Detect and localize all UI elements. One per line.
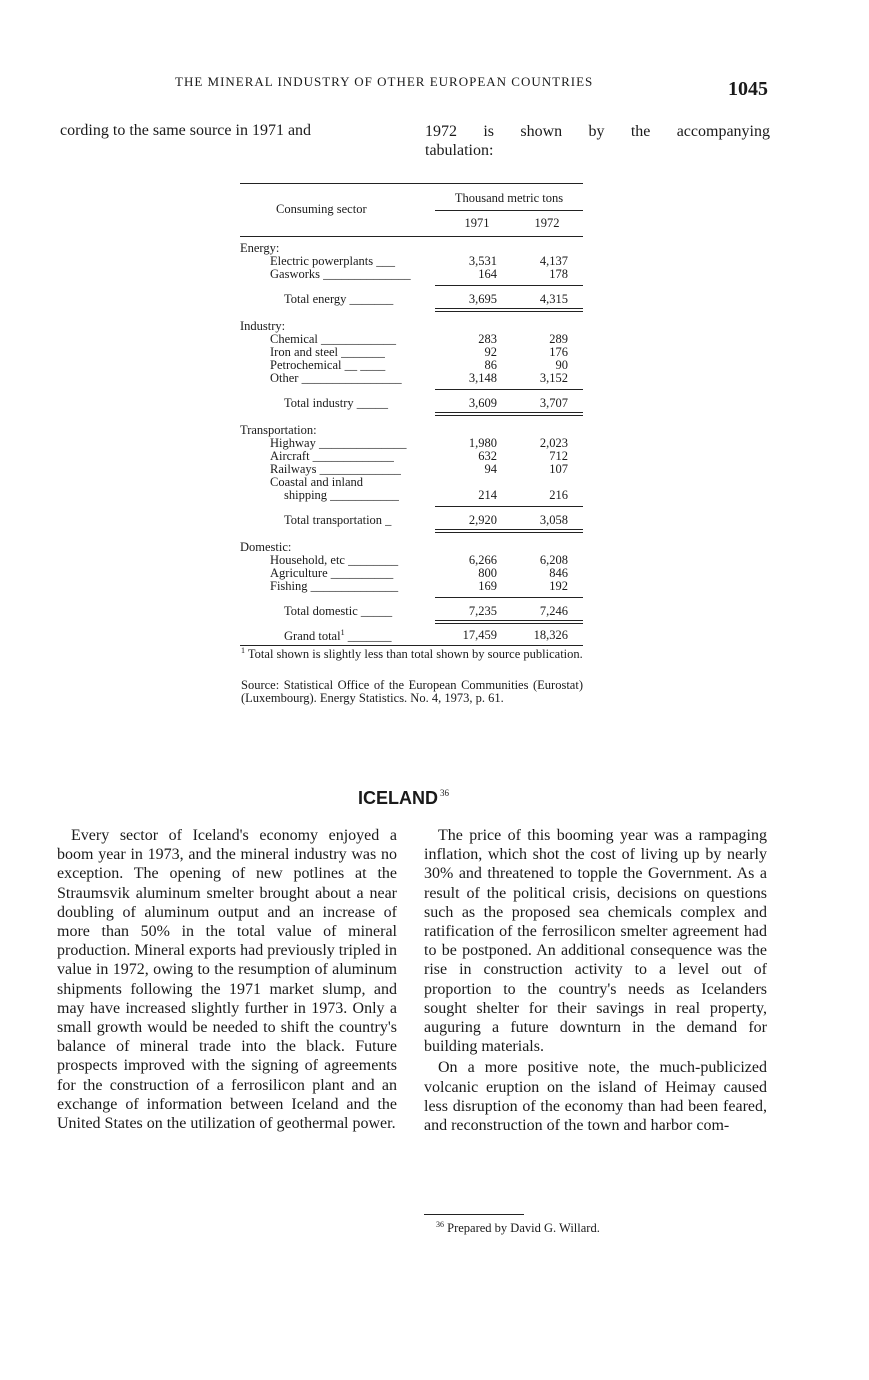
row-label: Fishing ______________	[270, 579, 399, 593]
cell-1972: 7,246	[539, 604, 568, 618]
cell-1971: 94	[484, 462, 497, 476]
page-number: 1045	[728, 78, 768, 100]
group-heading: Transportation:	[240, 423, 317, 437]
cell-1971: 632	[478, 449, 497, 463]
cell-1972: 289	[549, 332, 568, 346]
cell-1972: 2,023	[539, 436, 568, 450]
group-heading: Industry:	[240, 319, 286, 333]
row-label: Petrochemical __ ____	[270, 358, 386, 372]
table-row	[240, 489, 583, 502]
row-label: Coastal and inland	[270, 475, 364, 489]
cell-1971: 92	[484, 345, 497, 359]
intro-right-line1: 1972 is shown by the accompanying	[425, 123, 770, 140]
table-source: Source: Statistical Office of the European Communities (Eurostat) (Luxembourg). Energy Statistics. No. 4, 1973, p. 61.	[241, 678, 583, 705]
cell-1972: 176	[549, 345, 568, 359]
section-footnote-ref: 36	[440, 788, 449, 798]
row-label: Chemical ____________	[270, 332, 397, 346]
consumption-table	[240, 183, 583, 646]
table-row	[240, 580, 583, 593]
col-header-unit: Thousand metric tons	[454, 191, 564, 205]
cell-1972: 846	[549, 566, 568, 580]
cell-1971: 214	[478, 488, 497, 502]
cell-1971: 164	[478, 267, 497, 281]
intro-text-right	[425, 122, 770, 160]
row-label: shipping ___________	[284, 488, 399, 502]
cell-1971: 3,148	[468, 371, 497, 385]
row-label: Total energy _______	[284, 292, 394, 306]
cell-1971: 7,235	[468, 604, 497, 618]
row-label: Highway ______________	[270, 436, 407, 450]
intro-right-line2: tabulation:	[425, 142, 494, 159]
cell-1971: 2,920	[468, 513, 497, 527]
row-label: Total industry _____	[284, 396, 388, 410]
paragraph: Every sector of Iceland's economy enjoyed a boom year in 1973, and the mineral industry was no exception. The opening of new potlines at the Straumsvik aluminum smelter brought about a near doubling of aluminum output and an increase of more than 50% in the total value of mineral production. Mineral exports had previously tripled in value in 1972, owing to the resumption of aluminum shipments following the 1971 market slump, and may have increased slightly further in 1973. Only a small growth would be needed to shift the country's balance of mineral trade into the black. Future prospects improved with the signing of agreements for the construction of a ferrosilicon plant and an exchange of information between Iceland and the United States on the utilization of geothermal power.	[57, 827, 397, 1133]
cell-1972: 178	[549, 267, 568, 281]
row-label: Total domestic _____	[284, 604, 393, 618]
cell-1972: 4,137	[539, 254, 568, 268]
unit-rule	[435, 210, 583, 211]
row-label: Agriculture __________	[270, 566, 394, 580]
group-heading: Domestic:	[240, 540, 292, 554]
table-row	[240, 372, 583, 385]
table-row	[240, 268, 583, 281]
row-label: Gasworks ______________	[270, 267, 411, 281]
row-label: Railways _____________	[270, 462, 401, 476]
cell-1972: 4,315	[539, 292, 568, 306]
col-header-1972: 1972	[534, 216, 560, 230]
cell-1971: 6,266	[468, 553, 497, 567]
footnote-rule	[424, 1214, 524, 1215]
row-label: Iron and steel _______	[270, 345, 385, 359]
page-footnote: $^{36}$ Prepared by David G. Willard.	[436, 1220, 600, 1235]
section-title: ICELAND $^{36}$	[358, 788, 449, 808]
cell-1971: 17,459	[462, 628, 497, 642]
grand-total-row	[240, 623, 583, 645]
intro-text-left: cording to the same source in 1971 and	[60, 122, 312, 139]
subtotal-row	[240, 281, 583, 311]
row-label: Total transportation _	[284, 513, 392, 527]
cell-1971: 86	[484, 358, 497, 372]
row-label: Aircraft _____________	[270, 449, 394, 463]
paragraph: The price of this booming year was a rampaging inflation, which shot the cost of living up by nearly 30% and threatened to topple the Government. As a result of the political crisis, decisions on questions such as the proposed sea chemicals complex and ratification of the ferrosilicon smelter agreement had to be postponed. An additional consequence was the rise in construction activity to a level out of proportion to the country's needs as Icelanders sought shelter for their savings in real property, auguring a future downturn in the demand for building materials.	[424, 827, 767, 1056]
cell-1971: 3,695	[468, 292, 497, 306]
cell-1972: 712	[549, 449, 568, 463]
col-header-sector: Consuming sector	[276, 202, 367, 216]
grand-total-label: Grand total$^1$ _______	[284, 628, 392, 644]
cell-1972: 3,152	[539, 371, 568, 385]
row-label: Household, etc ________	[270, 553, 399, 567]
body-column-left	[57, 826, 397, 1133]
cell-1971: 800	[478, 566, 497, 580]
header-title: THE MINERAL INDUSTRY OF OTHER EUROPEAN COUNTRIES	[175, 74, 594, 89]
cell-1972: 107	[549, 462, 568, 476]
cell-1972: 3,058	[539, 513, 568, 527]
row-label: Electric powerplants ___	[270, 254, 395, 268]
subtotal-row	[240, 502, 583, 532]
cell-1971: 169	[478, 579, 497, 593]
paragraph: On a more positive note, the much-publicized volcanic eruption on the island of Heimay caused less disruption of the economy than had been feared, and reconstruction of the town and harbor com-	[424, 1059, 767, 1135]
cell-1972: 6,208	[539, 553, 568, 567]
cell-1971: 3,609	[468, 396, 497, 410]
subtotal-row	[240, 385, 583, 415]
table-header	[240, 184, 583, 236]
cell-1972: 192	[549, 579, 568, 593]
subtotal-row	[240, 593, 583, 623]
table-footnote: $^1$ Total shown is slightly less than total shown by source publication.	[241, 646, 583, 662]
row-label: Other ________________	[270, 371, 402, 385]
cell-1972: 90	[555, 358, 568, 372]
col-header-1971: 1971	[464, 216, 490, 230]
cell-1972: 18,326	[533, 628, 568, 642]
cell-1971: 283	[478, 332, 497, 346]
body-column-right	[424, 826, 767, 1135]
cell-1972: 216	[549, 488, 568, 502]
group-heading: Energy:	[240, 241, 280, 255]
cell-1971: 3,531	[468, 254, 497, 268]
cell-1971: 1,980	[468, 436, 497, 450]
cell-1972: 3,707	[539, 396, 568, 410]
